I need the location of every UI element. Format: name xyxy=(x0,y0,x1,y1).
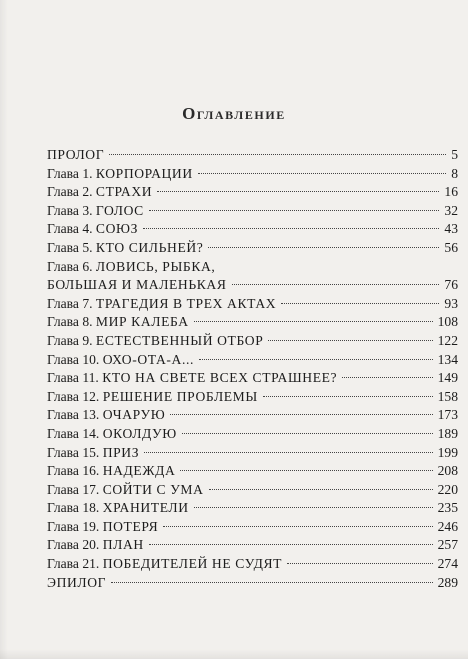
chapter-prefix: Глава 19. xyxy=(47,518,103,534)
chapter-prefix: Глава 12. xyxy=(47,388,103,404)
toc-entry-row xyxy=(47,332,458,351)
chapter-prefix: Глава 21. xyxy=(47,556,103,572)
toc-entry-row xyxy=(47,276,458,295)
page-number: 122 xyxy=(437,332,458,348)
page-number: 43 xyxy=(444,221,458,237)
dot-leader xyxy=(199,359,433,360)
toc-entry xyxy=(47,425,458,444)
dot-leader xyxy=(182,433,433,434)
toc-entry-row xyxy=(47,258,458,277)
dot-leader xyxy=(170,414,432,415)
dot-leader xyxy=(194,507,433,508)
toc-entry xyxy=(47,574,458,593)
page-number: 246 xyxy=(437,518,458,534)
chapter-prefix: Глава 7. xyxy=(47,295,96,311)
toc-entry xyxy=(47,220,458,239)
toc-entry xyxy=(47,462,458,481)
chapter-prefix: Глава 14. xyxy=(47,425,103,441)
toc-entry xyxy=(47,388,458,407)
chapter-title: КТО НА СВЕТЕ ВСЕХ СТРАШНЕЕ? xyxy=(102,370,338,386)
toc-entry-row xyxy=(47,481,458,500)
dot-leader xyxy=(287,563,433,564)
dot-leader xyxy=(209,489,433,490)
dot-leader xyxy=(109,154,446,155)
chapter-title: ОКОЛДУЮ xyxy=(102,425,177,441)
chapter-prefix: Глава 8. xyxy=(47,314,96,330)
page-number: 220 xyxy=(437,481,458,497)
toc-entry-row xyxy=(47,536,458,555)
chapter-title: ПЛАН xyxy=(102,537,144,553)
dot-leader xyxy=(281,303,439,304)
chapter-prefix: Глава 9. xyxy=(47,332,96,348)
page-title: Оглавление xyxy=(182,104,286,123)
page-number: 257 xyxy=(437,537,458,553)
chapter-prefix: Глава 6. xyxy=(47,258,96,274)
page-number: 189 xyxy=(437,425,458,441)
chapter-prefix: Глава 17. xyxy=(47,481,103,497)
toc-entry xyxy=(47,351,458,370)
toc-entry xyxy=(47,239,458,258)
chapter-title: СОЙТИ С УМА xyxy=(102,481,204,497)
toc-entry xyxy=(47,276,458,295)
chapter-title: ПРОЛОГ xyxy=(47,147,105,162)
toc-entry-label xyxy=(47,332,266,351)
toc-entry-row xyxy=(47,555,458,574)
dot-leader xyxy=(342,377,432,378)
chapter-prefix: Глава 4. xyxy=(47,221,96,237)
chapter-title: ОЧАРУЮ xyxy=(102,407,166,423)
dot-leader xyxy=(268,340,432,341)
toc-entry-row xyxy=(47,406,458,425)
toc-entry xyxy=(47,518,458,537)
chapter-title: РЕШЕНИЕ ПРОБЛЕМЫ xyxy=(102,388,258,404)
toc-entry-row xyxy=(47,313,458,332)
chapter-prefix: Глава 20. xyxy=(47,537,103,553)
toc-entry-label xyxy=(47,536,147,555)
toc-entry xyxy=(47,313,458,332)
toc-entry xyxy=(47,258,458,277)
dot-leader xyxy=(163,526,432,527)
chapter-title: ПОТЕРЯ xyxy=(102,518,159,534)
page-number: 199 xyxy=(437,444,458,460)
dot-leader xyxy=(149,210,440,211)
dot-leader xyxy=(232,284,440,285)
dot-leader xyxy=(144,452,432,453)
toc-entry-row xyxy=(47,388,458,407)
page-number: 173 xyxy=(437,407,458,423)
toc-entry xyxy=(47,369,458,388)
toc-entry-label xyxy=(47,444,142,463)
dot-leader xyxy=(180,470,432,471)
toc-entry-row xyxy=(47,425,458,444)
toc-entry-label xyxy=(47,406,168,425)
toc-entry-label xyxy=(47,425,180,444)
toc-entry-label xyxy=(47,481,207,500)
page-number: 289 xyxy=(437,574,458,590)
toc-entry xyxy=(47,332,458,351)
chapter-prefix: Глава 3. xyxy=(47,202,96,218)
chapter-prefix: Глава 16. xyxy=(47,463,103,479)
chapter-title: КТО СИЛЬНЕЙ? xyxy=(95,239,204,255)
chapter-title: ЭПИЛОГ xyxy=(47,574,107,590)
toc-entry xyxy=(47,444,458,463)
toc-entry-row xyxy=(47,220,458,239)
chapter-prefix: Глава 18. xyxy=(47,500,103,516)
page-gutter-shadow xyxy=(0,0,8,659)
toc-entry xyxy=(47,536,458,555)
toc-entry-row xyxy=(47,295,458,314)
chapter-prefix: Глава 15. xyxy=(47,444,103,460)
toc-entry-label xyxy=(47,462,178,481)
toc-entry xyxy=(47,202,458,221)
toc-entry-row xyxy=(47,499,458,518)
toc-entry-label xyxy=(47,146,107,165)
toc-entry-row xyxy=(47,202,458,221)
toc-entry xyxy=(47,165,458,184)
toc-entry-row xyxy=(47,462,458,481)
chapter-title: ПРИЗ xyxy=(102,444,140,460)
page-number: 16 xyxy=(444,184,458,200)
chapter-title: ПОБЕДИТЕЛЕЙ НЕ СУДЯТ xyxy=(102,556,283,572)
page-number: 208 xyxy=(437,463,458,479)
toc-entry-row xyxy=(47,165,458,184)
chapter-title: БОЛЬШАЯ И МАЛЕНЬКАЯ xyxy=(47,277,227,293)
toc-entry-label xyxy=(47,499,192,518)
toc-entry-row xyxy=(47,146,458,165)
toc-entry-label xyxy=(47,202,147,221)
chapter-title: СТРАХИ xyxy=(95,184,153,200)
page-number: 134 xyxy=(437,351,458,367)
dot-leader xyxy=(149,544,433,545)
dot-leader xyxy=(194,321,433,322)
dot-leader xyxy=(263,396,433,397)
toc-entry-row xyxy=(47,369,458,388)
dot-leader xyxy=(143,228,439,229)
chapter-title: МИР КАЛЕБА xyxy=(95,314,189,330)
page-bottom-edge xyxy=(0,649,468,659)
toc-entry-label xyxy=(47,518,161,537)
toc-entry xyxy=(47,555,458,574)
chapter-title: НАДЕЖДА xyxy=(102,463,176,479)
chapter-prefix: Глава 1. xyxy=(47,165,96,181)
page-number: 76 xyxy=(444,277,458,293)
toc-entry-row xyxy=(47,444,458,463)
toc-entry-label xyxy=(47,351,197,370)
page-number: 8 xyxy=(451,165,458,181)
toc-entry xyxy=(47,146,458,165)
page-number: 56 xyxy=(444,239,458,255)
toc-entry-label xyxy=(47,183,155,202)
page-number: 274 xyxy=(437,556,458,572)
toc-entry-label xyxy=(47,388,261,407)
chapter-title: КОРПОРАЦИИ xyxy=(95,165,193,181)
toc-entry-label xyxy=(47,220,141,239)
toc-entry-row xyxy=(47,183,458,202)
toc-entry-label xyxy=(47,295,279,314)
page-number: 149 xyxy=(437,370,458,386)
page-number: 32 xyxy=(444,202,458,218)
page-number: 93 xyxy=(444,295,458,311)
chapter-prefix: Глава 2. xyxy=(47,184,96,200)
toc-entry xyxy=(47,295,458,314)
chapter-prefix: Глава 13. xyxy=(47,407,103,423)
toc-entry-row xyxy=(47,518,458,537)
page-number: 235 xyxy=(437,500,458,516)
toc-entry-row xyxy=(47,239,458,258)
chapter-title: ТРАГЕДИЯ В ТРЕХ АКТАХ xyxy=(95,295,277,311)
page-number: 158 xyxy=(437,388,458,404)
toc-entry xyxy=(47,183,458,202)
toc-entry xyxy=(47,406,458,425)
chapter-title: СОЮЗ xyxy=(95,221,138,237)
chapter-prefix: Глава 10. xyxy=(47,351,103,367)
toc-entry-row xyxy=(47,351,458,370)
chapter-title: ГОЛОС xyxy=(95,202,144,218)
table-of-contents xyxy=(47,146,458,592)
toc-entry-label xyxy=(47,165,196,184)
toc-entry-row xyxy=(47,574,458,593)
chapter-prefix: Глава 11. xyxy=(47,370,103,386)
toc-entry-label xyxy=(47,555,285,574)
toc-entry xyxy=(47,499,458,518)
toc-entry-label xyxy=(47,574,109,593)
toc-entry-label xyxy=(47,239,206,258)
toc-entry-label xyxy=(47,276,230,295)
toc-entry-label xyxy=(47,313,192,332)
dot-leader xyxy=(157,191,439,192)
dot-leader xyxy=(198,173,446,174)
chapter-title: ХРАНИТЕЛИ xyxy=(102,500,189,516)
dot-leader xyxy=(111,582,433,583)
toc-entry-label xyxy=(47,258,218,277)
toc-entry-label xyxy=(47,369,340,388)
chapter-prefix: Глава 5. xyxy=(47,239,96,255)
page-number: 5 xyxy=(451,147,458,162)
dot-leader xyxy=(208,247,439,248)
chapter-title: ЕСТЕСТВЕННЫЙ ОТБОР xyxy=(95,332,264,348)
page-number: 108 xyxy=(437,314,458,330)
toc-entry xyxy=(47,481,458,500)
chapter-title: ОХО-ОТА-А... xyxy=(102,351,194,367)
chapter-title: ЛОВИСЬ, РЫБКА, xyxy=(95,258,216,274)
